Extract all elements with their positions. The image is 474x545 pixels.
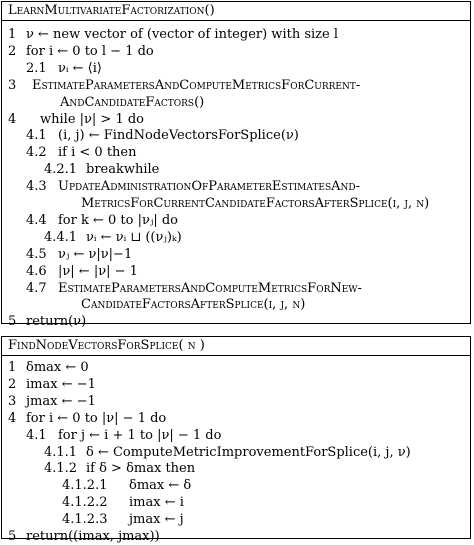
line-number: 5 bbox=[8, 314, 17, 330]
algorithm-line bbox=[2, 460, 470, 477]
algorithm-line bbox=[2, 376, 470, 393]
algorithm-line bbox=[2, 511, 470, 528]
algorithm-line bbox=[2, 313, 470, 330]
algorithm-title: LearnMultivariateFactorization() bbox=[2, 2, 470, 21]
algorithm-line bbox=[2, 195, 470, 212]
algorithm-box-find-node-vectors bbox=[1, 336, 471, 544]
line-number: 4.4 bbox=[26, 212, 47, 228]
line-number: 4.2.1 bbox=[44, 162, 78, 178]
algorithm-line bbox=[2, 359, 470, 376]
line-number: 4 bbox=[8, 410, 17, 426]
line-text: return(ν) bbox=[26, 314, 87, 330]
algorithm-line bbox=[2, 427, 470, 444]
line-text: νᵢ ← νᵢ ⊔ ((νⱼ)ₖ) bbox=[86, 229, 182, 245]
line-text: EstimateParametersAndComputeMetricsForCurrent- bbox=[32, 77, 361, 93]
line-text: CandidateFactorsAfterSplice(i, j, ν) bbox=[81, 297, 306, 313]
line-number: 4.1.2.1 bbox=[62, 478, 108, 494]
line-text: MetricsForCurrentCandidateFactorsAfterSplice(i, j, ν) bbox=[81, 196, 430, 211]
line-number: 4.1.2.2 bbox=[62, 495, 108, 511]
line-text: jmax ← j bbox=[129, 512, 184, 528]
line-number: 4.1.2 bbox=[44, 461, 78, 477]
line-text: ν ← new vector of (vector of integer) with size l bbox=[26, 27, 338, 42]
algorithm-line bbox=[2, 393, 470, 410]
algorithm-line bbox=[2, 77, 470, 94]
algorithm-line bbox=[2, 296, 470, 313]
line-text: νⱼ ← ν|ν|−1 bbox=[58, 246, 133, 262]
line-number: 4 bbox=[8, 111, 17, 127]
algorithm-line bbox=[2, 477, 470, 494]
algorithm-line bbox=[2, 212, 470, 229]
line-text: for i ← 0 to l − 1 do bbox=[26, 43, 154, 59]
line-number: 4.1 bbox=[26, 128, 47, 144]
line-text: if δ > δmax then bbox=[86, 461, 196, 477]
line-number: 4.5 bbox=[26, 246, 47, 262]
line-text: imax ← −1 bbox=[26, 376, 96, 392]
line-text: breakwhile bbox=[86, 162, 160, 178]
algorithm-line bbox=[2, 280, 470, 297]
line-number: 1 bbox=[8, 27, 17, 42]
line-text: while |ν| > 1 do bbox=[40, 111, 145, 127]
algorithm-line bbox=[2, 410, 470, 427]
line-text: return((imax, jmax)) bbox=[26, 529, 160, 544]
line-text: UpdateAdministrationOfParameterEstimatesAnd- bbox=[58, 179, 360, 195]
algorithm-line bbox=[2, 26, 470, 43]
line-number: 4.4.1 bbox=[44, 229, 78, 245]
line-number: 4.1 bbox=[26, 427, 47, 443]
line-number: 2 bbox=[8, 43, 17, 59]
algorithm-box-learn-factorization bbox=[1, 1, 471, 330]
algorithm-line bbox=[2, 444, 470, 461]
line-text: imax ← i bbox=[129, 495, 184, 511]
algorithm-line bbox=[2, 43, 470, 60]
algorithm-line bbox=[2, 246, 470, 263]
algorithm-line bbox=[2, 161, 470, 178]
line-text: jmax ← −1 bbox=[26, 393, 96, 409]
algorithm-line bbox=[2, 60, 470, 77]
algorithm-line bbox=[2, 94, 470, 111]
algorithm-line bbox=[2, 528, 470, 545]
algorithm-line bbox=[2, 111, 470, 128]
line-number: 4.6 bbox=[26, 263, 47, 279]
algorithm-title: FindNodeVectorsForSplice( ν ) bbox=[2, 337, 470, 356]
line-text: for j ← i + 1 to |ν| − 1 do bbox=[58, 427, 222, 443]
line-number: 3 bbox=[8, 77, 17, 93]
line-text: EstimateParametersAndComputeMetricsForNew- bbox=[58, 280, 362, 296]
algorithm-line bbox=[2, 229, 470, 246]
algorithm-line bbox=[2, 178, 470, 195]
line-text: if i < 0 then bbox=[58, 145, 137, 161]
line-number: 4.2 bbox=[26, 145, 47, 161]
line-text: δ ← ComputeMetricImprovementForSplice(i, j, ν) bbox=[86, 444, 411, 460]
line-number: 4.1.1 bbox=[44, 444, 78, 460]
line-number: 4.1.2.3 bbox=[62, 512, 108, 528]
algorithm-line bbox=[2, 494, 470, 511]
line-text: for i ← 0 to |ν| − 1 do bbox=[26, 410, 167, 426]
algorithm-line bbox=[2, 263, 470, 280]
line-number: 4.7 bbox=[26, 280, 47, 296]
line-text: (i, j) ← FindNodeVectorsForSplice(ν) bbox=[58, 128, 299, 144]
line-text: |ν| ← |ν| − 1 bbox=[58, 263, 138, 279]
line-text: AndCandidateFactors() bbox=[60, 94, 205, 110]
algorithm-line bbox=[2, 127, 470, 144]
line-number: 2 bbox=[8, 376, 17, 392]
line-number: 2.1 bbox=[26, 60, 47, 76]
line-number: 3 bbox=[8, 393, 17, 409]
line-text: δmax ← 0 bbox=[26, 360, 89, 375]
line-text: for k ← 0 to |νⱼ| do bbox=[58, 212, 178, 228]
line-number: 1 bbox=[8, 360, 17, 375]
line-number: 4.3 bbox=[26, 179, 47, 195]
line-text: δmax ← δ bbox=[129, 478, 192, 494]
algorithm-line bbox=[2, 144, 470, 161]
line-text: νᵢ ← ⟨i⟩ bbox=[58, 60, 102, 76]
line-number: 5 bbox=[8, 529, 17, 544]
